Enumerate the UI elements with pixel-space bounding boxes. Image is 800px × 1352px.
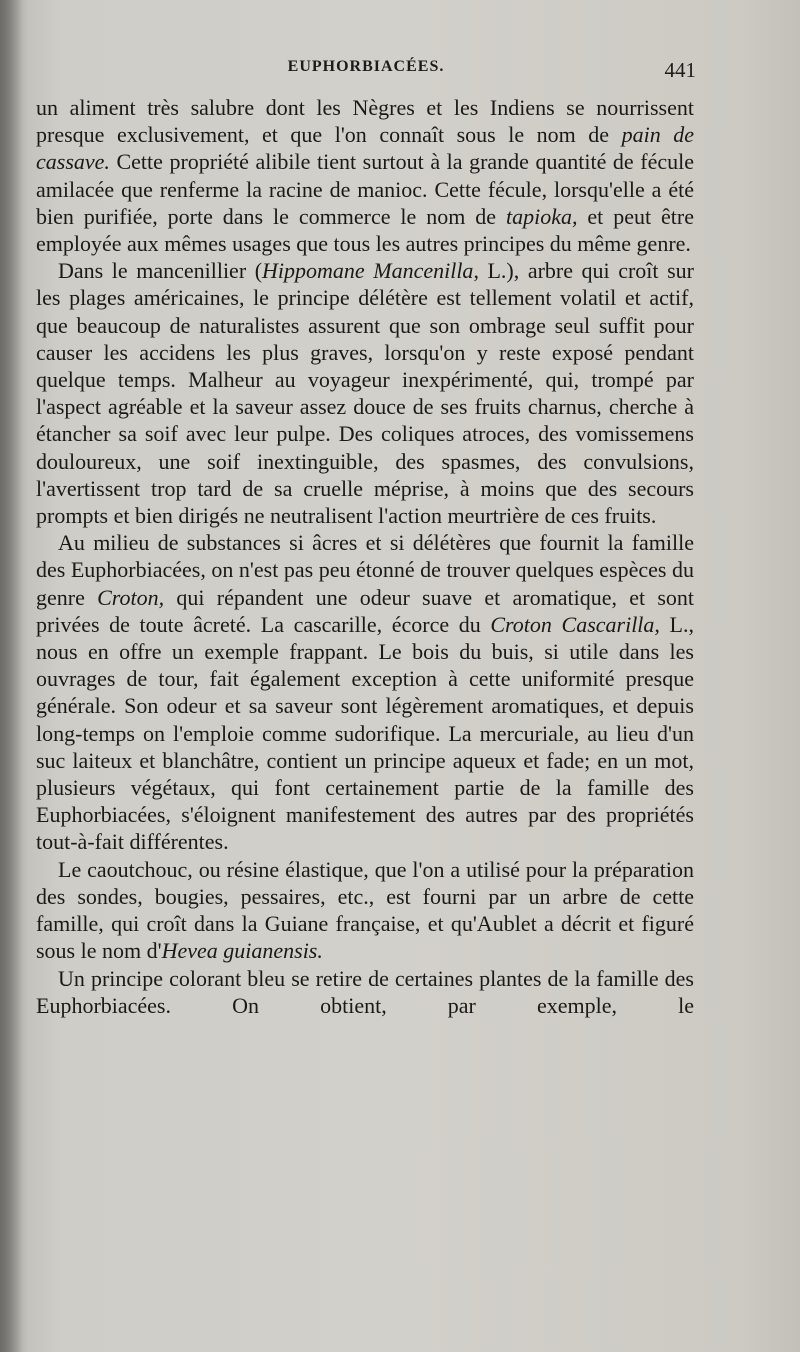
paragraph <box>36 965 694 1019</box>
body-text <box>36 94 694 1019</box>
text-run: Le caoutchouc, ou résine élastique, que l'on a utilisé pour la préparation des sondes, bougies, pessaires, etc., est fourni par un arbre de cette famille, qui croît dans la Guiane française, et qu'Aublet a décrit et figuré sous le nom d' <box>36 856 694 964</box>
page-number: 441 <box>664 58 696 82</box>
paragraph <box>36 94 694 257</box>
binding-gutter <box>0 0 22 1352</box>
chapter-title: EUPHORBIACÉES. <box>287 58 445 75</box>
italic-run: pain de cassave. <box>36 122 694 175</box>
italic-run: Croton, <box>97 584 165 610</box>
italic-run: tapioka, <box>505 203 578 229</box>
paragraph <box>36 529 694 855</box>
text-run: L., nous en offre un exemple frappant. Le bois du buis, si utile dans les ouvrages de tour, fait également exception à cette uniformité presque générale. Son odeur et sa saveur sont légèrement aromatiques, et depuis long-temps on l'emploie comme sudorifique. La mercuriale, au lieu d'un suc laiteux et blanchâtre, contient un principe aqueux et fade; en un mot, plusieurs végétaux, qui font certainement partie de la famille des Euphorbiacées, s'éloignent manifestement des autres par des propriétés tout-à-fait différentes. <box>36 611 694 855</box>
italic-run: Hevea guianensis. <box>161 938 323 964</box>
running-head <box>36 58 696 90</box>
text-run: Dans le mancenillier ( <box>58 258 263 284</box>
text-run: un aliment très salubre dont les Nègres et les Indiens se nourrissent presque exclusivement, et que l'on connaît sous le nom de <box>36 95 694 148</box>
text-run: Au milieu de substances si âcres et si délétères que fournit la famille des Euphorbiacées, on n'est pas peu étonné de trouver quelques espèces du genre <box>36 530 694 610</box>
paragraph <box>36 257 694 529</box>
italic-run: Hippomane Mancenilla <box>262 258 474 284</box>
text-run: Un principe colorant bleu se retire de certaines plantes de la famille des Euphorbiacées. On obtient, par exemple, le <box>36 965 694 1018</box>
text-run: Cette propriété alibile tient surtout à la grande quantité de fécule amilacée que renferme la racine de manioc. Cette fécule, lorsqu'elle a été bien purifiée, porte dans le commerce le nom de <box>36 149 694 229</box>
text-run: et peut être employée aux mêmes usages que tous les autres principes du même genre. <box>36 203 694 257</box>
paragraph <box>36 856 694 965</box>
italic-run: Croton Cascarilla, <box>490 611 660 637</box>
text-run: qui répandent une odeur suave et aromatique, et sont privées de toute âcreté. La cascarille, écorce du <box>36 584 694 637</box>
text-run: , L.), arbre qui croît sur les plages américaines, le principe délétère est tellement volatil et actif, que beaucoup de naturalistes assurent que son ombrage seul suffit pour causer les accidens les plus graves, lorsqu'on y reste exposé pendant quelque temps. Malheur au voyageur inexpérimenté, qui, trompé par l'aspect agréable et la saveur assez douce de ses fruits charnus, cherche à étancher sa soif avec leur pulpe. Des coliques atroces, des vomissemens douloureux, une soif inextinguible, des spasmes, des convulsions, l'avertissent trop tard de sa cruelle méprise, à moins que des secours prompts et bien dirigés ne neutralisent l'action meurtrière de ces fruits. <box>36 258 694 529</box>
